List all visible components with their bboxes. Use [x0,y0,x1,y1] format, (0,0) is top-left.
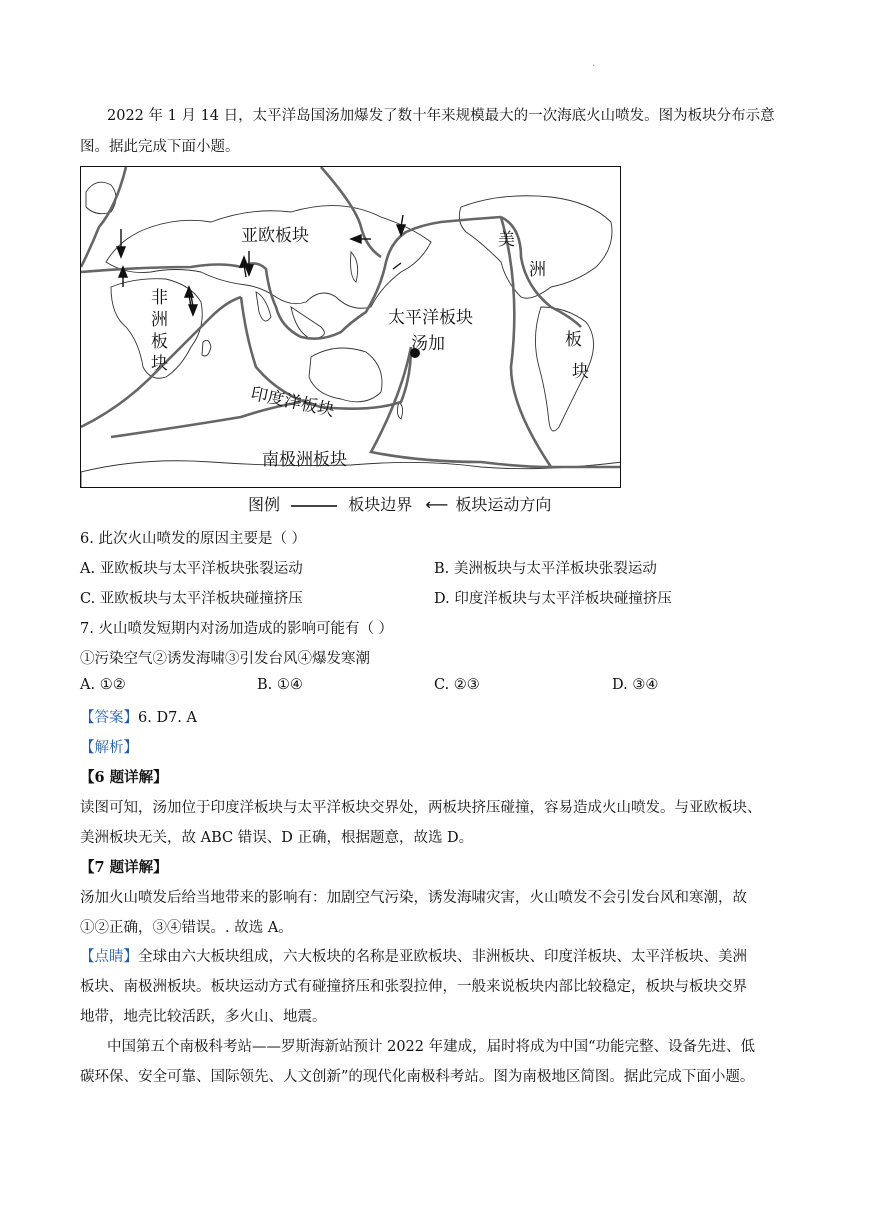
label-africa-4: 块 [151,354,168,374]
next-line-1: 中国第五个南极科考站——罗斯海新站预计 2022 年建成，届时将成为中国“功能完整、设备先进、低 [107,1039,756,1055]
label-africa-2: 洲 [151,310,168,330]
tip-text-1: 全球由六大板块组成，六大板块的名称是亚欧板块、非洲板块、印度洋板块、太平洋板块、美洲 [138,949,747,965]
answer-text: 6. D7. A [138,710,197,726]
legend-arrow-icon: ⟵ [425,495,449,514]
analysis-tag: 【解析】 [80,740,138,756]
label-africa-1: 非 [151,288,168,308]
q6-option-b: B. 美洲板块与太平洋板块张裂运动 [434,561,657,577]
answer-line [80,706,197,727]
label-america-3: 板 [565,330,582,350]
d6-line-1: 读图可知，汤加位于印度洋板块与太平洋板块交界处，两板块挤压碰撞，容易造成火山喷发。与亚欧板块、 [80,800,762,816]
map-legend [248,492,551,515]
tip-line-2: 板块、南极洲板块。板块运动方式有碰撞挤压和张裂拉伸，一般来说板块内部比较稳定，板块与板块交界 [80,979,747,995]
label-eurasia-plate: 亚欧板块 [241,226,309,246]
header-dot: . [592,58,596,69]
tip-line-1 [80,945,747,966]
label-pacific-plate: 太平洋板块 [388,308,473,328]
label-america-4: 块 [572,362,589,382]
legend-boundary: 板块边界 [348,495,413,514]
q6-option-d: D. 印度洋板块与太平洋板块碰撞挤压 [434,591,672,607]
plate-map [80,166,621,488]
tip-line-3: 地带，地壳比较活跃，多火山、地震。 [80,1009,327,1025]
q6-stem: 6. 此次火山喷发的原因主要是（ ） [80,531,307,547]
q6-option-a: A. 亚欧板块与太平洋板块张裂运动 [80,561,303,577]
q7-stem: 7. 火山喷发短期内对汤加造成的影响可能有（ ） [80,621,394,637]
d7-line-1: 汤加火山喷发后给当地带来的影响有：加剧空气污染，诱发海啸灾害，火山喷发不会引发台风和寒潮，故 [80,890,747,906]
legend-boundary-line-icon [291,505,337,507]
label-africa-plate [151,287,171,375]
label-america-2: 洲 [529,260,546,280]
label-tonga: 汤加 [411,334,445,354]
q7-option-d: D. ③④ [612,677,659,693]
tip-tag: 【点睛】 [80,949,138,965]
label-indian-plate: 印度洋板块 [248,383,337,422]
answer-tag: 【答案】 [80,710,138,726]
q7-items: ①污染空气②诱发海啸③引发台风④爆发寒潮 [80,651,370,667]
intro-line-1: 2022 年 1 月 14 日，太平洋岛国汤加爆发了数十年来规模最大的一次海底火山喷发。图为板块分布示意 [107,108,775,124]
q6-option-c: C. 亚欧板块与太平洋板块碰撞挤压 [80,591,303,607]
label-antarctic-plate: 南极洲板块 [262,450,347,470]
d7-line-2: ①②正确，③④错误。. 故选 A。 [80,920,293,936]
d6-title: 【6 题详解】 [80,769,168,786]
d7-title: 【7 题详解】 [80,859,168,876]
q7-option-c: C. ②③ [434,677,480,693]
q7-option-a: A. ①② [80,677,126,693]
legend-title: 图例 [248,495,281,514]
next-line-2: 碳环保、安全可靠、国际领先、人文创新”的现代化南极科考站。图为南极地区简图。据此完成下面小题。 [80,1069,755,1085]
d6-line-2: 美洲板块无关，故 ABC 错误、D 正确，根据题意，故选 D。 [80,830,474,846]
q7-option-b: B. ①④ [257,677,303,693]
label-america-1: 美 [498,230,515,250]
intro-line-2: 图。据此完成下面小题。 [80,139,240,155]
label-africa-3: 板 [151,332,168,352]
legend-direction: 板块运动方向 [455,495,552,514]
